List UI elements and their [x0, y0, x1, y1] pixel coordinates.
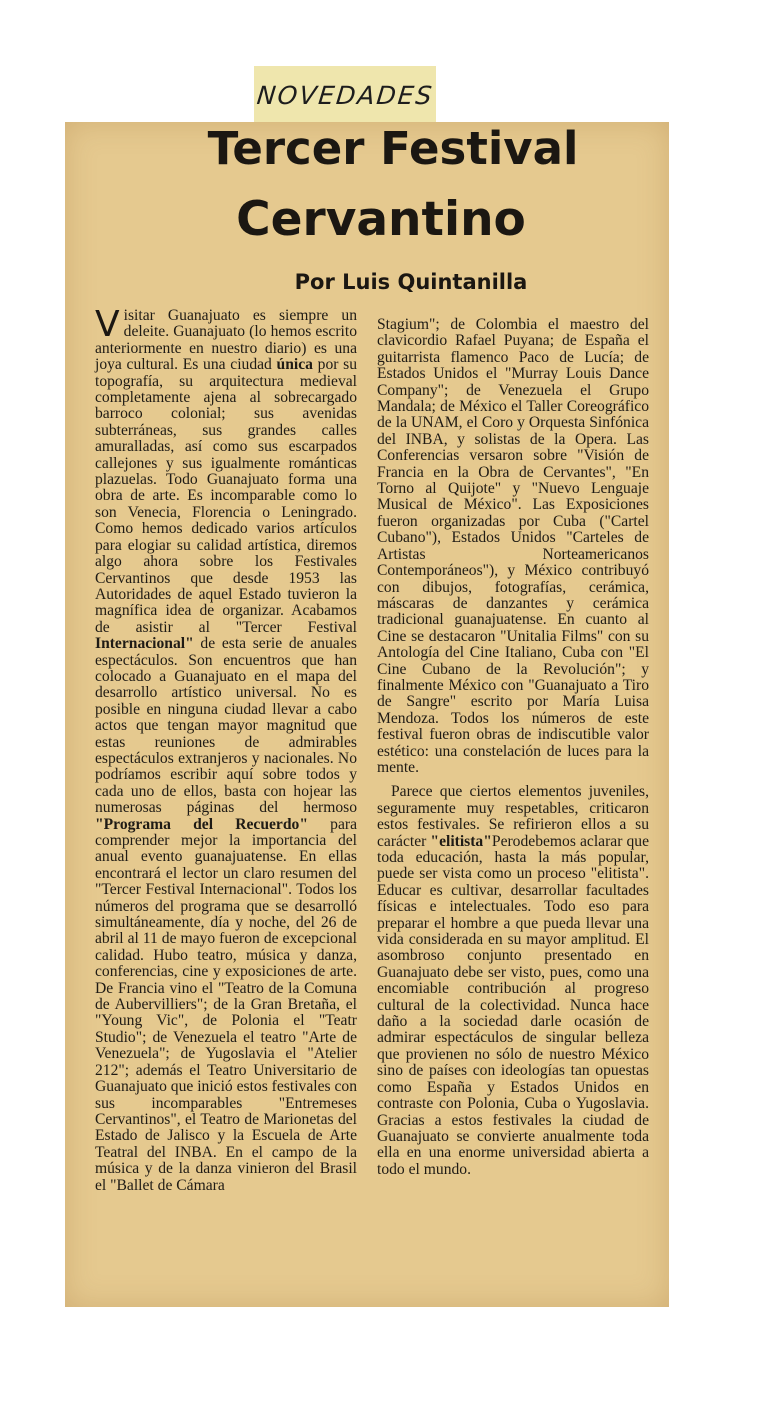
- bold-text-run: única: [276, 356, 313, 374]
- article-paragraph: [377, 784, 649, 1178]
- article-column-left: [95, 304, 358, 1194]
- newspaper-clipping: [65, 122, 669, 1307]
- text-run: isitar Guanajuato es siempre un deleite. Guanajuato (lo hemos escrito anteriormente en nuestro diario) es una joya cultural. Es una ciudad: [95, 307, 357, 374]
- article-paragraph: [95, 304, 358, 1194]
- bold-text-run: Internacional": [95, 635, 194, 653]
- headline-line-2: Cervantino: [236, 192, 526, 247]
- byline: Por Luis Quintanilla: [294, 270, 528, 294]
- bold-text-run: "Programa del Recuerdo": [95, 815, 308, 833]
- headline-line-1: Tercer Festival: [207, 122, 579, 175]
- article-paragraph: Stagium"; de Colombia el maestro del clavicordio Rafael Puyana; de España el guitarrista flamenco Paco de Lucía; de Estados Unidos el "Murray Louis Dance Company"; de Venezuela el Grupo Mandala; de México el Taller Coreográfico de la UNAM, el Coro y Orquesta Sinfónica del INBA, y solistas de la Opera. Las Conferencias versaron sobre "Visión de Francia en la Obra de Cervantes", "En Torno al Quijote" y "Nuevo Lenguaje Musical de México". Las Exposiciones fueron organizadas por Cuba ("Cartel Cubano"), Estados Unidos "Carteles de Artistas Norteamericanos Contemporáneos"), y México contribuyó con dibujos, fotografías, cerámica, máscaras de danzantes y cerámica tradicional guanajuatense. En cuanto al Cine se destacaron "Unitalia Films" con su Antología del Cine Italiano, Cuba con "El Cine Cubano de la Revolución"; y finalmente México con "Guanajuato a Tiro de Sangre" escrito por María Luisa Mendoza. Todos los números de este festival fueron obras de indiscutible valor estético: una constelación de luces para la mente.: [377, 316, 649, 776]
- newspaper-name-label: [254, 66, 436, 124]
- text-run: por su topografía, su arquitectura medieval completamente ajena al sobrecargado barroco colonial; sus avenidas subterráneas, sus grandes calles amuralladas, así como sus escarpados callejones y sus igualmente románticas plazuelas. Todo Guanajuato forma una obra de arte. Es incomparable como lo son Venecia, Florencia o Leningrado. Como hemos dedicado varios artículos para elogiar su calidad artística, diremos algo ahora sobre los Festivales Cervantinos que desde 1953 las Autoridades de aquel Estado tuvieron la magnífica idea de organizar. Acabamos de asistir al "Tercer Festival: [95, 356, 358, 636]
- drop-cap: V: [95, 304, 120, 345]
- text-run: de esta serie de anuales espectáculos. Son encuentros que han colocado a Guanajuato en el mapa del desarrollo artístico universal. No es posible en ninguna ciudad llevar a cabo actos que tengan mayor magnitud que estas reuniones de admirables espectáculos extranjeros y nacionales. No podríamos escribir aquí sobre todos y cada uno de ellos, basta con hojear las numerosas páginas del hermoso: [95, 635, 357, 817]
- bold-text-run: "elitista": [430, 832, 492, 850]
- text-run: para comprender mejor la importancia del anual evento guanajuatense. En ellas encontrará el lector un claro resumen del "Tercer Festival Internacional". Todos los números del programa que se desarrolló simultáneamente, día y noche, del 26 de abril al 11 de mayo fueron de excepcional calidad. Hubo teatro, música y danza, conferencias, cine y exposiciones de arte. De Francia vino el "Teatro de la Comuna de Aubervilliers"; de la Gran Bretaña, el "Young Vic", de Polonia el "Teatr Studio"; de Venezuela el teatro "Arte de Venezuela"; de Yugoslavia el "Atelier 212"; además el Teatro Universitario de Guanajuato que inició estos festivales con sus incomparables "Entremeses Cervantinos", el Teatro de Marionetas del Estado de Jalisco y la Escuela de Arte Teatral del INBA. En el campo de la música y de la danza vinieron del Brasil el "Ballet de Cámara: [95, 815, 358, 1194]
- text-run: Parece que ciertos elementos juveniles, seguramente muy respetables, criticaron estos festivales. Se refirieron ellos a su carácter: [377, 783, 649, 850]
- text-run: Perodebemos aclarar que toda educación, hasta la más popular, puede ser vista como un proceso "elitista". Educar es cultivar, desarrollar facultades físicas e intelectuales. Todo eso para preparar el hombre a que pueda llevar una vida considerada en su mayor amplitud. El asombroso conjunto presentado en Guanajuato debe ser visto, pues, como una encomiable contribución al progreso cultural de la colectividad. Nunca hace daño a la sociedad darle ocasión de admirar espectáculos de singular belleza que provienen no sólo de nuestro México sino de países con ideologías tan opuestas como España y Estados Unidos en contraste con Polonia, Cuba o Yugoslavia. Gracias a estos festivales la ciudad de Guanajuato se convierte anualmente toda ella en una enorme universidad abierta a todo el mundo.: [377, 832, 649, 1178]
- article-column-right: [377, 317, 649, 1178]
- newspaper-name: NOVEDADES: [255, 80, 435, 110]
